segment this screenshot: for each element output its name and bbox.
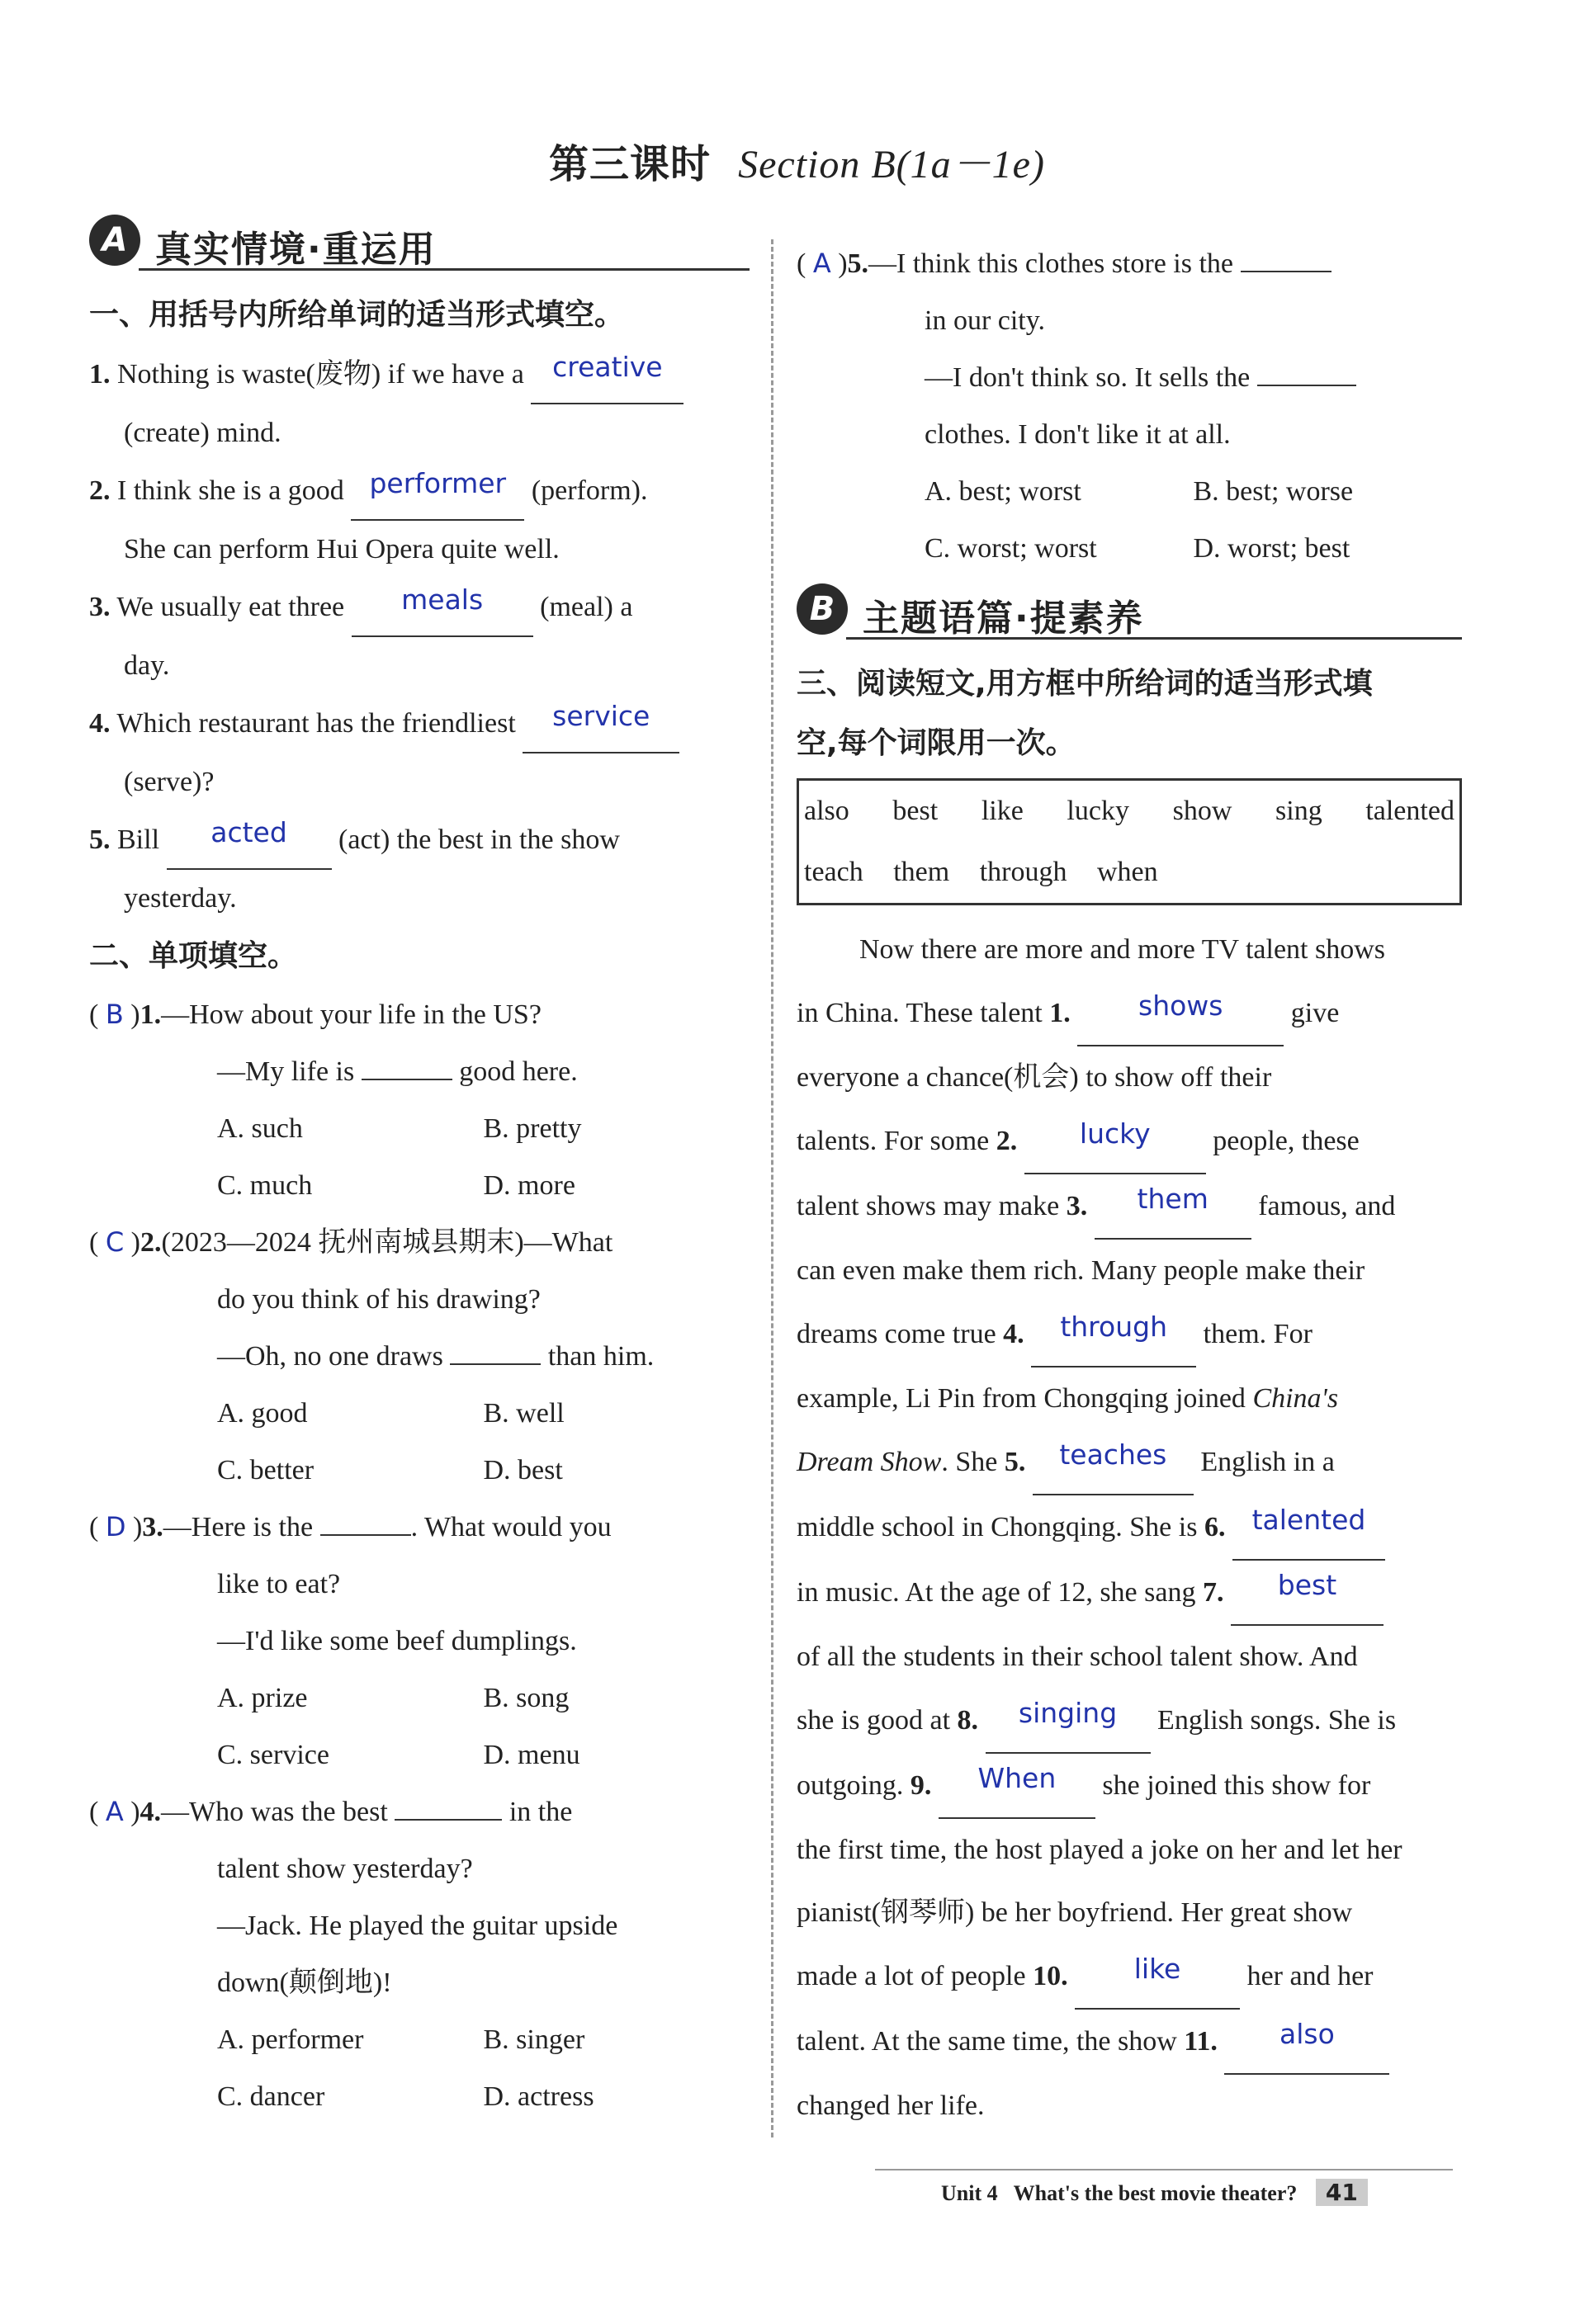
passage-line: pianist(钢琴师) be her boyfriend. Her great show [797,1897,1353,1928]
footer-rule [875,2169,1453,2170]
answer-blank[interactable] [320,1534,411,1536]
section-a-badge: A [89,215,140,266]
option[interactable]: D. worst; best [1193,533,1350,564]
word: them [893,857,950,887]
p1-q1-cont: (create) mind. [124,418,281,448]
passage-line: talent. At the same time, the show 11. also [797,2010,1462,2075]
passage-line: outgoing. 9. When she joined this show for [797,1754,1462,1819]
mc-q3-l3: —I'd like some beef dumplings. [217,1626,577,1656]
mc-q4-options-2 [89,2068,750,2125]
answer-blank[interactable]: singing [986,1689,1151,1754]
mc-q5-l3: —I don't think so. It sells the [797,349,1462,406]
mc-q1-options-2 [89,1157,750,1214]
mc-q4-l4: down(颠倒地)! [217,1967,392,1998]
answer-blank[interactable]: through [1031,1302,1196,1367]
mc-q3-options [89,1670,750,1726]
passage-line: in music. At the age of 12, she sang 7. best [797,1561,1462,1626]
mc-q3-l2: like to eat? [217,1569,341,1599]
column-divider [771,239,773,2137]
word-bank [797,778,1462,905]
answer-blank[interactable] [395,1819,502,1821]
option[interactable]: D. actress [483,2081,594,2112]
mc-q2-options [89,1385,750,1442]
answer-blank[interactable]: talented [1232,1495,1385,1561]
mc-q5-options [797,463,1462,520]
mc-q2-l2: do you think of his drawing? [217,1284,541,1315]
title-cn: 第三课时 [549,141,712,187]
option[interactable]: A. performer [217,2024,364,2055]
left-column [89,215,750,2125]
mc-q5-l4: clothes. I don't like it at all. [925,419,1231,450]
title-en: Section B(1a－1e) [738,143,1045,187]
passage-line: Now there are more and more TV talent shows [859,934,1386,965]
option[interactable]: C. better [217,1455,315,1486]
right-column [797,235,1462,2137]
mc-q1-options [89,1100,750,1157]
p1-q1: 1. Nothing is waste(废物) if we have a creative [89,345,750,404]
answer-blank[interactable]: acted [167,810,332,870]
answer-blank[interactable]: lucky [1024,1109,1206,1174]
passage-line: made a lot of people 10. like her and her [797,1944,1462,2010]
mc-q2-options-2 [89,1442,750,1499]
passage-line: the first time, the host played a joke on her and let her [797,1835,1402,1865]
section-b-title: 主题语篇·提素养 [863,598,1144,640]
option[interactable]: C. worst; worst [925,533,1097,564]
word: when [1096,857,1158,887]
answer-blank[interactable]: performer [351,461,524,521]
passage-line: dreams come true 4. through them. For [797,1302,1462,1367]
mc-q3-options-2 [89,1726,750,1783]
section-a-header [89,215,750,274]
section-b-header [797,583,1462,643]
option[interactable]: B. song [483,1683,570,1713]
word-bank-row2 [804,842,1459,903]
section-rule [846,637,1462,640]
passage-line: of all the students in their school talent show. And [797,1641,1358,1672]
word: teach [804,857,863,887]
answer-blank[interactable]: service [523,694,679,753]
option[interactable]: C. much [217,1170,313,1201]
mc-q2: ( C )2.(2023—2024 抚州南城县期末)—What [89,1226,613,1258]
footer-title: What's the best movie theater? [1013,2181,1298,2205]
footer-unit: Unit 4 [941,2181,998,2205]
passage-line: in China. These talent 1. shows give [797,981,1462,1046]
page-footer [941,2179,1368,2206]
part1-heading: 一、用括号内所给单词的适当形式填空。 [89,298,625,332]
word: also [804,796,849,826]
mc-q5-l2: in our city. [925,305,1046,336]
answer-blank[interactable]: creative [531,345,683,404]
word: sing [1275,796,1322,826]
p1-q3-cont: day. [124,650,170,681]
option[interactable]: D. menu [483,1740,580,1770]
passage-line: everyone a chance(机会) to show off their [797,1062,1272,1093]
option[interactable]: A. good [217,1398,308,1429]
passage-line: Dream Show. She 5. teaches English in a [797,1430,1462,1495]
p1-q4: 4. Which restaurant has the friendliest service [89,694,750,753]
part2-heading: 二、单项填空。 [89,939,298,973]
passage-line: talent shows may make 3. them famous, and [797,1174,1462,1240]
answer-blank[interactable]: shows [1077,981,1284,1046]
word: like [981,796,1024,826]
answer-blank[interactable] [450,1363,541,1365]
p1-q3: 3. We usually eat three meals (meal) a [89,578,750,637]
passage-line: can even make them rich. Many people make their [797,1255,1365,1286]
section-a-title: 真实情境·重运用 [155,229,437,271]
passage-line: example, Li Pin from Chongqing joined China's [797,1383,1339,1414]
p1-q5-cont: yesterday. [124,883,237,914]
p1-q2: 2. I think she is a good performer (perform). [89,461,750,521]
answer-blank[interactable]: also [1224,2010,1389,2075]
part3-heading: 三、阅读短文,用方框中所给词的适当形式填 [797,667,1373,701]
answer-blank[interactable] [362,1079,452,1080]
p1-q5: 5. Bill acted (act) the best in the show [89,810,750,870]
passage-line: middle school in Chongqing. She is 6. talented [797,1495,1462,1561]
answer-blank[interactable]: them [1095,1174,1251,1240]
answer-blank[interactable]: teaches [1033,1430,1194,1495]
option[interactable]: D. more [483,1170,575,1201]
option[interactable]: B. well [483,1398,565,1429]
answer-blank[interactable]: like [1075,1944,1240,2010]
option[interactable]: A. best; worst [925,476,1081,507]
word: through [979,857,1067,887]
answer-blank[interactable]: best [1231,1561,1384,1626]
option[interactable]: B. best; worse [1193,476,1354,507]
word: lucky [1067,796,1129,826]
answer-blank[interactable] [1241,271,1331,272]
page-number: 41 [1316,2179,1368,2206]
passage-line: she is good at 8. singing English songs. She is [797,1689,1462,1754]
word: talented [1365,796,1454,826]
answer-blank[interactable]: When [939,1754,1095,1819]
mc-q4-l3: —Jack. He played the guitar upside [217,1911,618,1941]
passage-line: changed her life. [797,2090,985,2121]
option[interactable]: D. best [483,1455,563,1486]
page-title [0,132,1594,189]
answer-blank[interactable]: meals [352,578,533,637]
passage-line: talents. For some 2. lucky people, these [797,1109,1462,1174]
mc-q2-l3: —Oh, no one draws than him. [217,1341,655,1372]
section-b-badge: B [797,583,848,635]
word: best [892,796,939,826]
word: show [1172,796,1232,826]
option[interactable]: A. prize [217,1683,308,1713]
mc-q1-l2: —My life is good here. [217,1056,578,1087]
word-bank-row1 [804,781,1459,842]
mc-q1: ( B )1.—How about your life in the US? [89,999,542,1030]
part3-heading-2: 空,每个词限用一次。 [797,726,1076,760]
mc-q3: ( D )3.—Here is the . What would you [89,1511,612,1542]
mc-q4-l2: talent show yesterday? [217,1854,473,1884]
reading-passage [797,919,1462,2137]
p1-q2-cont: She can perform Hui Opera quite well. [124,534,560,564]
section-rule [139,268,750,271]
option[interactable]: C. dancer [217,2081,325,2112]
mc-q5-options-2 [797,520,1462,577]
option[interactable]: A. such [217,1113,303,1144]
option[interactable]: B. pretty [483,1113,582,1144]
option[interactable]: C. service [217,1740,329,1770]
mc-q5: ( A )5.—I think this clothes store is the [797,235,1462,292]
answer-blank[interactable] [1257,385,1356,386]
mc-q4-options [89,2011,750,2068]
mc-q4: ( A )4.—Who was the best in the [89,1796,573,1827]
option[interactable]: B. singer [483,2024,585,2055]
p1-q4-cont: (serve)? [124,767,215,797]
